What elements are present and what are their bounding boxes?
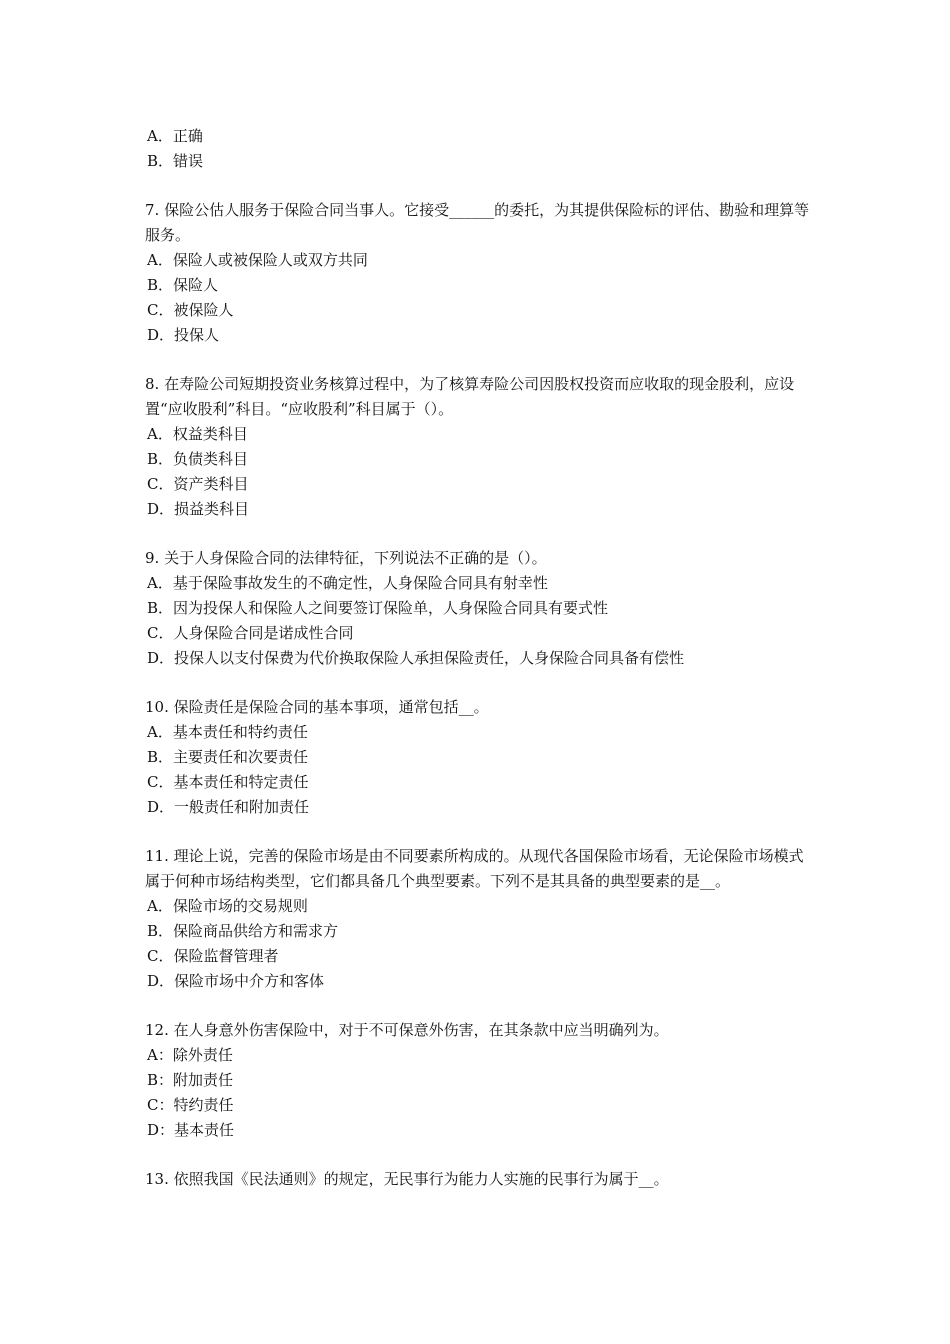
option-a: A．正确	[147, 127, 203, 145]
option-a: A．保险人或被保险人或双方共同	[147, 251, 368, 269]
option-d: D．投保人	[147, 326, 220, 344]
question-block-8	[145, 372, 815, 522]
option-d: D．保险市场中介方和客体	[147, 972, 325, 990]
question-text: 7. 保险公估人服务于保险合同当事人。它接受______的委托，为其提供保险标的评估、勘验和理算等服务。	[145, 201, 810, 244]
question-block-12	[145, 1018, 815, 1143]
question-text: 9. 关于人身保险合同的法律特征，下列说法不正确的是（）。	[145, 549, 547, 567]
option-c: C．保险监督管理者	[147, 947, 279, 965]
option-c: C．资产类科目	[147, 475, 249, 493]
option-d: D．投保人以支付保费为代价换取保险人承担保险责任，人身保险合同具备有偿性	[147, 649, 685, 667]
option-d: D．损益类科目	[147, 500, 250, 518]
option-c: C．被保险人	[147, 301, 234, 319]
question-text: 12. 在人身意外伤害保险中，对于不可保意外伤害，在其条款中应当明确列为。	[145, 1021, 669, 1039]
question-block-10	[145, 695, 815, 820]
option-a: A．权益类科目	[147, 425, 248, 443]
option-d: D．一般责任和附加责任	[147, 798, 310, 816]
option-b: B．负债类科目	[147, 450, 249, 468]
exam-content	[145, 124, 815, 1192]
option-a: A．基于保险事故发生的不确定性，人身保险合同具有射幸性	[147, 574, 548, 592]
option-b: B．主要责任和次要责任	[147, 748, 309, 766]
option-b: B．保险商品供给方和需求方	[147, 922, 339, 940]
option-c: C：特约责任	[147, 1096, 234, 1114]
question-text: 10. 保险责任是保险合同的基本事项，通常包括__。	[145, 698, 489, 716]
question-text: 8. 在寿险公司短期投资业务核算过程中，为了核算寿险公司因股权投资而应收取的现金股利，应设置“应收股利”科目。“应收股利”科目属于（）。	[145, 375, 795, 418]
option-a: A．基本责任和特约责任	[147, 723, 308, 741]
question-block-13	[145, 1167, 815, 1192]
question-block-11	[145, 844, 815, 994]
question-block-6	[145, 124, 815, 174]
question-text: 13. 依照我国《民法通则》的规定，无民事行为能力人实施的民事行为属于__。	[145, 1170, 669, 1188]
question-block-9	[145, 546, 815, 671]
option-c: C．人身保险合同是诺成性合同	[147, 624, 354, 642]
option-c: C．基本责任和特定责任	[147, 773, 309, 791]
question-block-7	[145, 198, 815, 348]
option-b: B．错误	[147, 152, 204, 170]
option-b: B．保险人	[147, 276, 219, 294]
option-b: B．因为投保人和保险人之间要签订保险单，人身保险合同具有要式性	[147, 599, 609, 617]
option-d: D：基本责任	[147, 1121, 235, 1139]
option-a: A：除外责任	[147, 1046, 233, 1064]
question-text: 11. 理论上说，完善的保险市场是由不同要素所构成的。从现代各国保险市场看，无论保险市场模式属于何种市场结构类型，它们都具备几个典型要素。下列不是其具备的典型要素的是__。	[145, 847, 804, 890]
option-a: A．保险市场的交易规则	[147, 897, 308, 915]
option-b: B：附加责任	[147, 1071, 234, 1089]
